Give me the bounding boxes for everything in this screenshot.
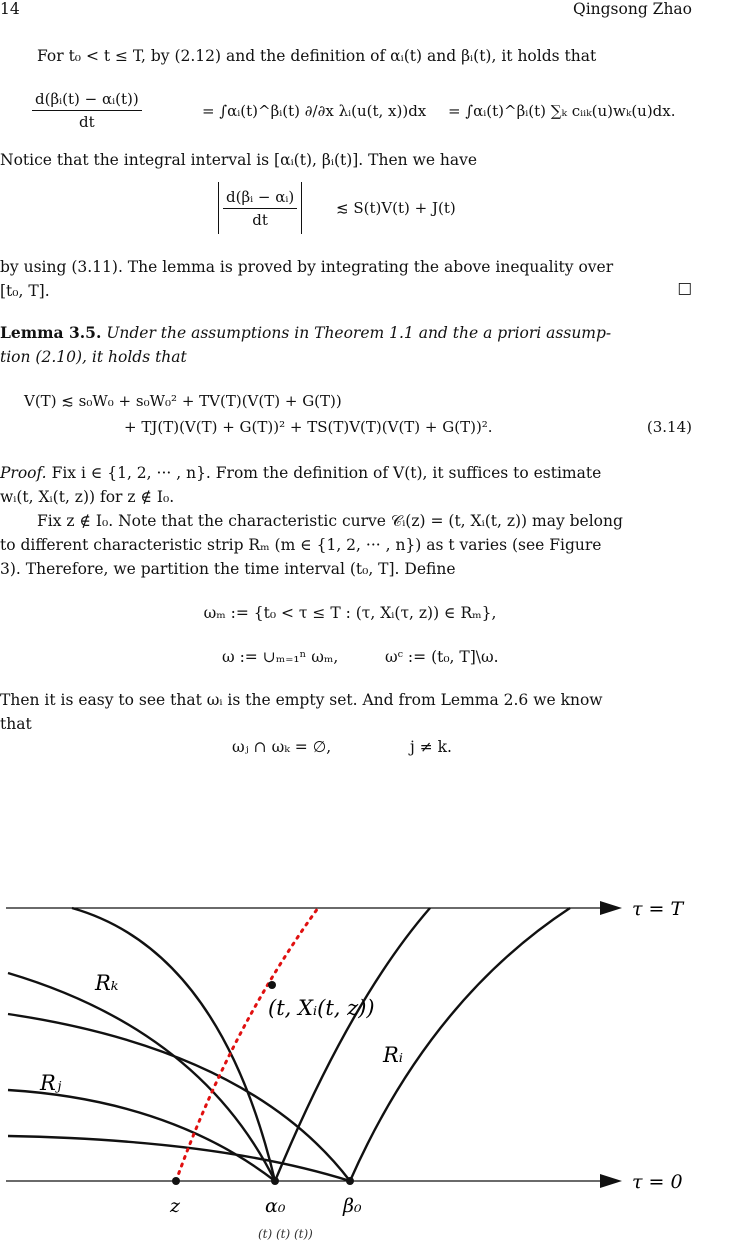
proof-line: to different characteristic strip Rₘ (m ∈ {1, 2, ··· , n}) as t varies (see Figure bbox=[0, 536, 602, 554]
caption-fragment: (t) (t) (t)) bbox=[258, 1227, 313, 1241]
curve-rj-upper bbox=[8, 1090, 275, 1181]
axis-label-bottom: τ = 0 bbox=[632, 1171, 683, 1193]
eq2-numerator: d(βᵢ − αᵢ) bbox=[223, 186, 297, 209]
lemma-label: Lemma 3.5. bbox=[0, 323, 102, 342]
point-alpha0 bbox=[271, 1177, 279, 1185]
paragraph: by using (3.11). The lemma is proved by integrating the above inequality over bbox=[0, 258, 614, 276]
point-z bbox=[172, 1177, 180, 1185]
x-label-z: z bbox=[170, 1195, 181, 1217]
equation-number: (3.14) bbox=[646, 418, 692, 436]
lemma-statement bbox=[0, 321, 700, 345]
proof-line: Fix z ∉ I₀. Note that the characteristic curve 𝒞ᵢ(z) = (t, Xᵢ(t, z)) may belong bbox=[37, 512, 623, 530]
characteristic-curve-dotted bbox=[176, 908, 318, 1181]
eq2-denominator: dt bbox=[252, 211, 268, 229]
arrow-head-top bbox=[600, 901, 622, 915]
lemma-text: tion (2.10), it holds that bbox=[0, 348, 187, 366]
curve-rj-lower bbox=[8, 1014, 350, 1181]
equation-derivative bbox=[0, 82, 700, 138]
paragraph: [t₀, T]. bbox=[0, 282, 50, 300]
eq2-right: ≲ S(t)V(t) + J(t) bbox=[336, 199, 456, 217]
page-number: 14 bbox=[0, 0, 20, 18]
region-label-rj: Rⱼ bbox=[40, 1071, 62, 1095]
paragraph: Then it is easy to see that ωᵢ is the empty set. And from Lemma 2.6 we know bbox=[0, 691, 603, 709]
qed-symbol: □ bbox=[677, 279, 692, 297]
x-label-alpha0: α₀ bbox=[265, 1195, 286, 1217]
eq1-denominator: dt bbox=[79, 113, 95, 131]
eq1-numerator: d(βᵢ(t) − αᵢ(t)) bbox=[32, 88, 142, 111]
page: 14 Qingsong Zhao For t₀ < t ≤ T, by (2.12) and the definition of αᵢ(t) and βᵢ(t), it holds that $\frac{\text{d(βᵢ(t) − αᵢ(t))}}{dt}$ = ∫αᵢ(t)^βᵢ(t) ∂/∂x λᵢ(u(t, x))dx = ∫αᵢ(t)^βᵢ(t) ∑ₖ cᵢᵢₖ(u)wₖ(u)dx. Notice that the integral interval is [αᵢ(t), βᵢ(t)]. Then we have $\frac{\text{d(βᵢ − αᵢ)}}{dt}$ ≲ S(t)V(t) + J(t) by using (3.11). The lemma is proved by integrating the above inequality over [t₀, T]. □ Lemma 3.5. Under the assumptions in Theorem 1.1 and the a priori assump- tion (2.10), it holds that V(T) ≲ s₀W₀ + s₀W₀² + TV(T)(V(T) + G(T)) + TJ(T)(V(T) + G(T))² + TS(T)V(T)(V(T) + G(T))². (3.14) Proof. Fix i ∈ {1, 2, ··· , n}. From the definition of V(t), it suffices to estimate wᵢ(t, Xᵢ(t, z)) for z ∉ I₀. Fix z ∉ I₀. Note that the characteristic curve 𝒞ᵢ(z) = (t, Xᵢ(t, z)) may belong to different characteristic strip Rₘ (m ∈ {1, 2, ··· , n}) as t varies (see Figure 3). Therefore, we partition the time interval (t₀, T]. Define ωₘ := {t₀ < τ ≤ T : (τ, Xᵢ(τ, z)) ∈ Rₘ}, ω := ∪ₘ₌₁ⁿ ωₘ, ωᶜ := (t₀, T]\ω. Then it is easy to see that ωᵢ is the empty set. And from Lemma 2.6 we know that ωⱼ ∩ ωₖ = ∅, j ≠ k. τ = T τ = 0 Rₖ Rⱼ Rᵢ (t, Xᵢ(t, z)) z α₀ β₀ (t) (t) (t)) bbox=[0, 0, 700, 1242]
region-label-rk: Rₖ bbox=[95, 971, 119, 995]
arrow-head-bottom bbox=[600, 1174, 622, 1188]
lemma-text: Under the assumptions in Theorem 1.1 and the a priori assump- bbox=[106, 324, 612, 342]
proof-label: Proof. bbox=[0, 464, 47, 482]
paragraph: For t₀ < t ≤ T, by (2.12) and the definition of αᵢ(t) and βᵢ(t), it holds that bbox=[37, 47, 597, 65]
proof-line: Proof. Fix i ∈ {1, 2, ··· , n}. From the definition of V(t), it suffices to estimate bbox=[0, 464, 602, 482]
x-label-beta0: β₀ bbox=[343, 1195, 362, 1217]
point-beta0 bbox=[346, 1177, 354, 1185]
paragraph: Notice that the integral interval is [αᵢ(t), βᵢ(t)]. Then we have bbox=[0, 151, 478, 169]
point-t-x bbox=[268, 981, 276, 989]
equation-inequality bbox=[0, 180, 700, 236]
proof-line: 3). Therefore, we partition the time interval (t₀, T]. Define bbox=[0, 560, 456, 578]
eq1-right: = ∫αᵢ(t)^βᵢ(t) ∑ₖ cᵢᵢₖ(u)wₖ(u)dx. bbox=[448, 102, 676, 120]
region-label-ri: Rᵢ bbox=[383, 1043, 404, 1067]
curve-ri-left bbox=[275, 908, 430, 1181]
equation-omega-m: ωₘ := {t₀ < τ ≤ T : (τ, Xᵢ(τ, z)) ∈ Rₘ}, bbox=[203, 604, 497, 622]
point-label: (t, Xᵢ(t, z)) bbox=[268, 996, 375, 1020]
running-header-author: Qingsong Zhao bbox=[572, 0, 692, 18]
paragraph: that bbox=[0, 715, 32, 733]
axis-label-top: τ = T bbox=[632, 898, 684, 920]
figure-characteristic-strips bbox=[0, 800, 700, 1217]
proof-line: wᵢ(t, Xᵢ(t, z)) for z ∉ I₀. bbox=[0, 488, 175, 506]
eq1-middle: = ∫αᵢ(t)^βᵢ(t) ∂/∂x λᵢ(u(t, x))dx bbox=[202, 102, 427, 120]
